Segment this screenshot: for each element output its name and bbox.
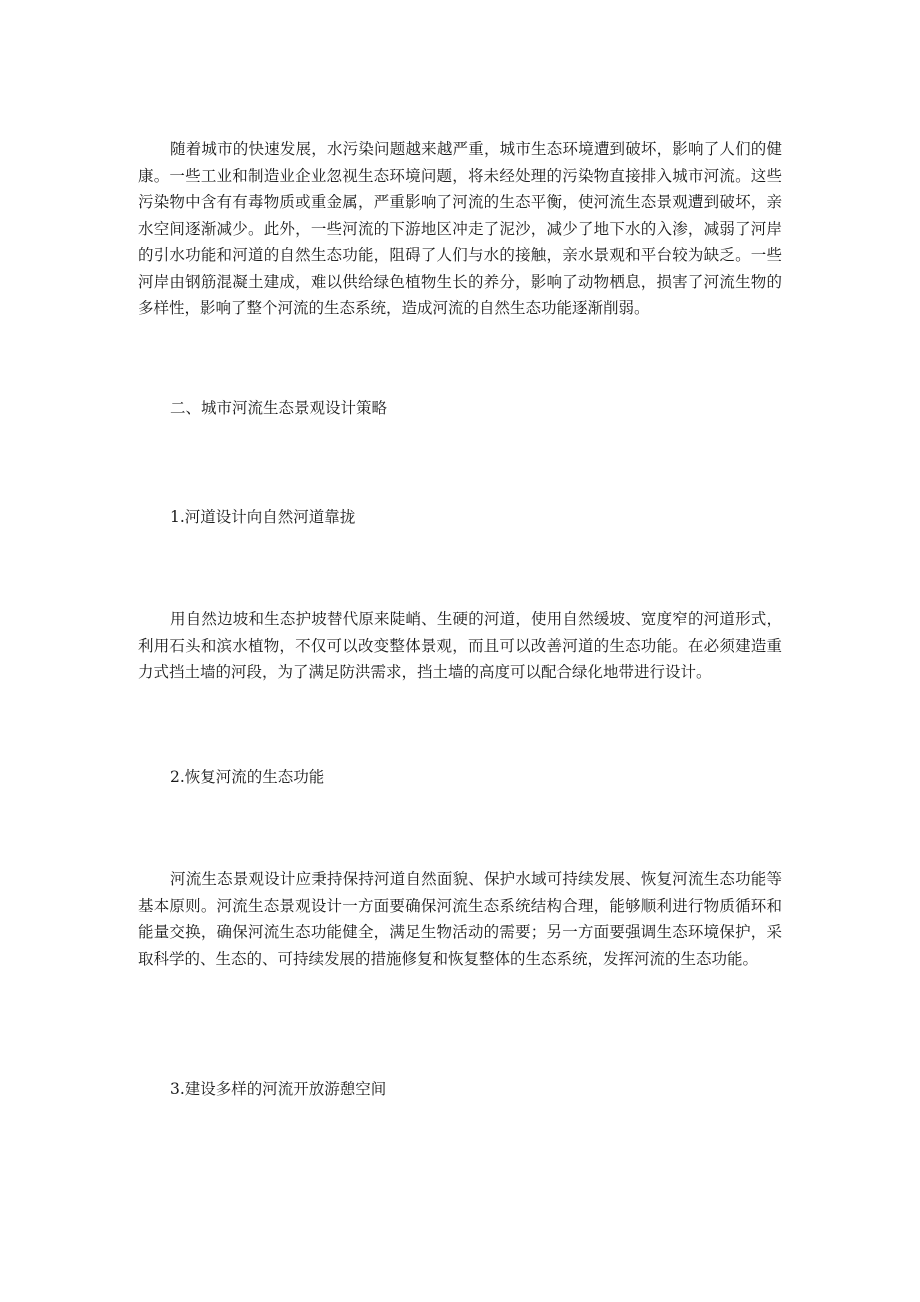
body-paragraph: 河流生态景观设计应秉持保持河道自然面貌、保护水域可持续发展、恢复河流生态功能等基本原则。河流生态景观设计一方面要确保河流生态系统结构合理，能够顺利进行物质循环和能量交换，确保河流生态功能健全，满足生物活动的需要；另一方面要强调生态环境保护，采取科学的、生态的、可持续发展的措施修复和恢复整体的生态系统，发挥河流的生态功能。 (138, 870, 782, 968)
body-paragraph: 用自然边坡和生态护坡替代原来陡峭、生硬的河道，使用自然缓坡、宽度窄的河道形式，利用石头和滨水植物，不仅可以改变整体景观，而且可以改善河道的生态功能。在必须建造重力式挡土墙的河段，为了满足防洪需求，挡土墙的高度可以配合绿化地带进行设计。 (138, 610, 782, 681)
subheading: 3.建设多样的河流开放游憩空间 (170, 1080, 387, 1098)
subheading: 2.恢复河流的生态功能 (170, 768, 325, 786)
body-paragraph: 随着城市的快速发展，水污染问题越来越严重，城市生态环境遭到破坏，影响了人们的健康。一些工业和制造业企业忽视生态环境问题，将未经处理的污染物直接排入城市河流。这些污染物中含有有毒物质或重金属，严重影响了河流的生态平衡，使河流生态景观遭到破坏，亲水空间逐渐减少。此外，一些河流的下游地区冲走了泥沙，减少了地下水的入渗，减弱了河岸的引水功能和河道的自然生态功能，阻碍了人们与水的接触，亲水景观和平台较为缺乏。一些河岸由钢筋混凝土建成，难以供给绿色植物生长的养分，影响了动物栖息，损害了河流生物的多样性，影响了整个河流的生态系统，造成河流的自然生态功能逐渐削弱。 (138, 140, 782, 317)
section-heading: 二、城市河流生态景观设计策略 (170, 399, 388, 417)
subheading: 1.河道设计向自然河道靠拢 (170, 508, 356, 526)
